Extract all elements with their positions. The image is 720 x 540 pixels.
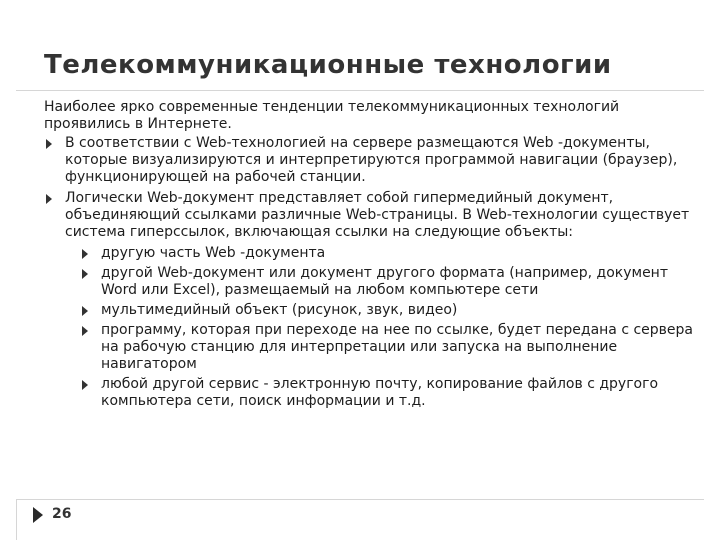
- triangle-right-icon: [82, 380, 88, 390]
- triangle-right-icon: [82, 306, 88, 316]
- intro-paragraph: Наиболее ярко современные тенденции телекоммуникационных технологий проявились в Интернете.: [44, 99, 620, 132]
- page-marker-icon: [33, 507, 43, 523]
- sub-bullet-item: [44, 245, 694, 262]
- sub-bullet-item: [44, 322, 694, 373]
- title-divider: [16, 90, 704, 91]
- sub-bullet-item: [44, 376, 694, 410]
- triangle-right-icon: [82, 249, 88, 259]
- slide-body: [44, 99, 694, 413]
- footer-divider: [16, 499, 704, 500]
- sub-bullet-text: любой другой сервис - электронную почту, копирование файлов с другого компьютера сети, поиск информации и т.д.: [101, 376, 659, 409]
- triangle-right-icon: [82, 269, 88, 279]
- sub-bullet-text: другую часть Web -документа: [101, 245, 326, 261]
- triangle-right-icon: [46, 194, 52, 204]
- page-number: 26: [52, 506, 72, 522]
- sub-bullet-text: мультимедийный объект (рисунок, звук, видео): [101, 302, 458, 318]
- bullet-item: [44, 190, 694, 241]
- bullet-item: [44, 135, 694, 186]
- bullet-text: В соответствии с Web-технологией на сервере размещаются Web -документы, которые визуализируются и интерпретируются программой навигации (браузер), функционирующей на рабочей станции.: [65, 135, 678, 185]
- sub-bullet-text: другой Web-документ или документ другого формата (например, документ Word или Excel), размещаемый на любом компьютере сети: [101, 265, 668, 298]
- triangle-right-icon: [46, 139, 52, 149]
- slide-title: Телекоммуникационные технологии: [44, 50, 612, 80]
- triangle-right-icon: [82, 326, 88, 336]
- sub-bullet-text: программу, которая при переходе на нее по ссылке, будет передана с сервера на рабочую станцию для интерпретации или запуска на выполнение навигатором: [101, 322, 694, 372]
- bullet-text: Логически Web-документ представляет собой гипермедийный документ, объединяющий ссылками различные Web-страницы. В Web-технологии существует система гиперссылок, включающая ссылки на следующие объекты:: [65, 190, 690, 240]
- sub-bullet-item: [44, 302, 694, 319]
- footer-left-rule: [16, 500, 17, 540]
- sub-bullet-item: [44, 265, 694, 299]
